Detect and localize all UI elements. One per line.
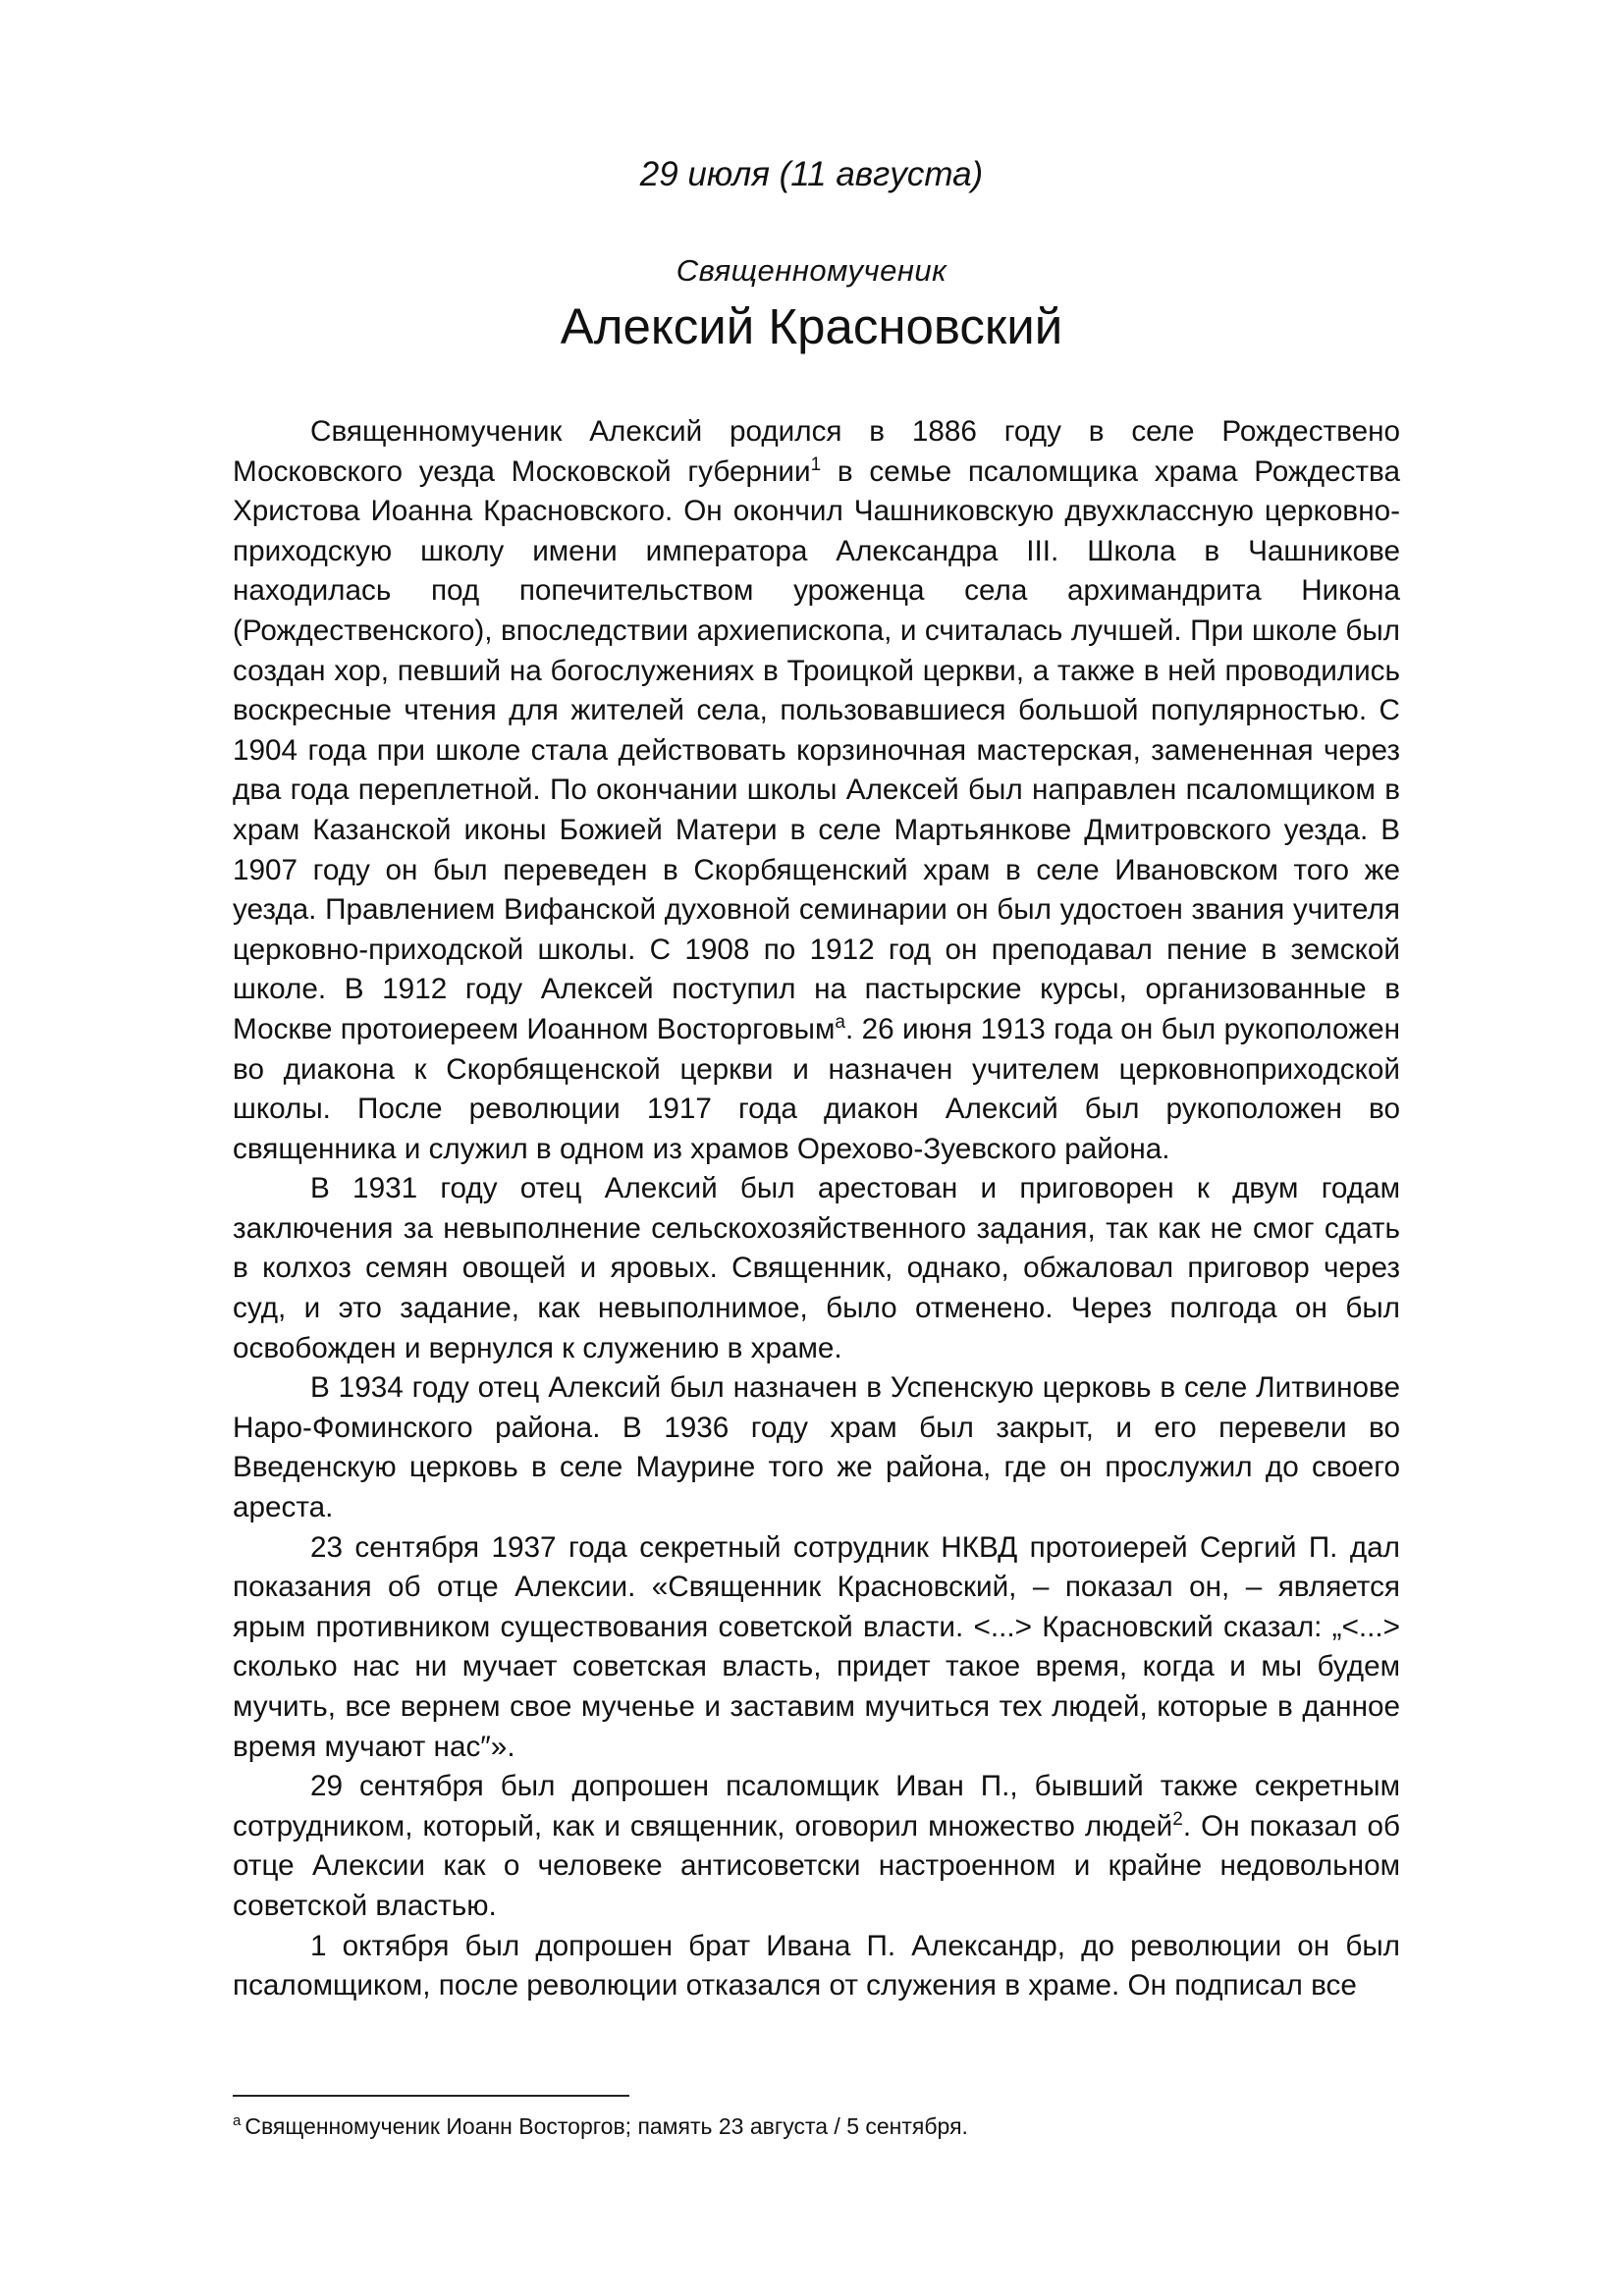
page-title: Алексий Красновский [560, 298, 1063, 354]
saint-rank: Священномученик [676, 253, 947, 288]
paragraph-4: 23 сентября 1937 года секретный сотрудник НКВД протоиерей Сергий П. дал показания об отце Алексии. «Священник Красновский, – показал он, – является ярым противником существования советской власти. <...> Красновский сказал: „<...> сколько нас ни мучает советская власть, придет такое время, когда и мы будем мучить, все вернем свое мученье и заставим мучиться тех людей, которые в данное время мучают нас″». [233, 1530, 1400, 1763]
paragraph-2: В 1931 году отец Алексий был арестован и приговорен к двум годам заключения за невыполнение сельскохозяйственного задания, так как не смог сдать в колхоз семян овощей и яровых. Священник, однако, обжаловал приговор через суд, и это задание, как невыполнимое, было отменено. Через полгода он был освобожден и вернулся к служению в храме. [233, 1172, 1400, 1364]
paragraph-5: 29 сентября был допрошен псаломщик Иван П., бывший также секретным сотрудником, который, как и священник, оговорил множество людей$^2$. Он показал об отце Алексии как о человеке антисоветски настроенном и крайне недовольном советской властью. [233, 1770, 1401, 1922]
footnote-ref-a[interactable]: a [835, 1012, 845, 1034]
footnote-divider [233, 2095, 629, 2097]
paragraph-6: 1 октября был допрошен брат Ивана П. Александр, до революции он был псаломщиком, после революции отказался от служения в храме. Он подписал все [233, 1929, 1400, 2002]
article-body [233, 412, 1400, 2006]
feast-date: 29 июля (11 августа) [639, 155, 984, 193]
footnote-mark: a [233, 2112, 242, 2130]
paragraph-1: Священномученик Алексий родился в 1886 году в селе Рождествено Московского уезда Московской губернии$^1$ в семье псаломщика храма Рождества Христова Иоанна Красновского. Он окончил Чашниковскую двухклассную церковно-приходскую школу имени императора Александра III. Школа в Чашникове находилась под попечительством уроженца села архимандрита Никона (Рождественского), впоследствии архиепископа, и считалась лучшей. При школе был создан хор, певший на богослужениях в Троицкой церкви, а также в ней проводились воскресные чтения для жителей села, пользовавшиеся большой популярностью. С 1904 года при школе стала действовать корзиночная мастерская, замененная через два года переплетной. По окончании школы Алексей был направлен псаломщиком в храм Казанской иконы Божией Матери в селе Мартьянкове Дмитровского уезда. В 1907 году он был переведен в Скорбященский храм в селе Ивановском того же уезда. Правлением Вифанской духовной семинарии он был удостоен звания учителя церковно-приходской школы. С 1908 по 1912 год он преподавал пение в земской школе. В 1912 году Алексей поступил на пастырские курсы, организованные в Москве протоиереем Иоанном Восторговым$^a$. 26 июня 1913 года он был рукоположен во диакона к Скорбященской церкви и назначен учителем церковноприходской школы. После революции 1917 года диакон Алексий был рукоположен во священника и служил в одном из храмов Орехово-Зуевского района. [233, 415, 1400, 1165]
footnote-ref-2[interactable]: 2 [1172, 1808, 1183, 1830]
footnote-ref-1[interactable]: 1 [810, 454, 822, 475]
footnote-text: Священномученик Иоанн Восторгов; память 23 августа / 5 сентября. [244, 2113, 968, 2139]
paragraph-3: В 1934 году отец Алексий был назначен в Успенскую церковь в селе Литвинове Наро-Фоминского района. В 1936 году храм был закрыт, и его перевели во Введенскую церковь в селе Маурине того же района, где он прослужил до своего ареста. [233, 1371, 1400, 1524]
footnote [233, 2113, 968, 2140]
